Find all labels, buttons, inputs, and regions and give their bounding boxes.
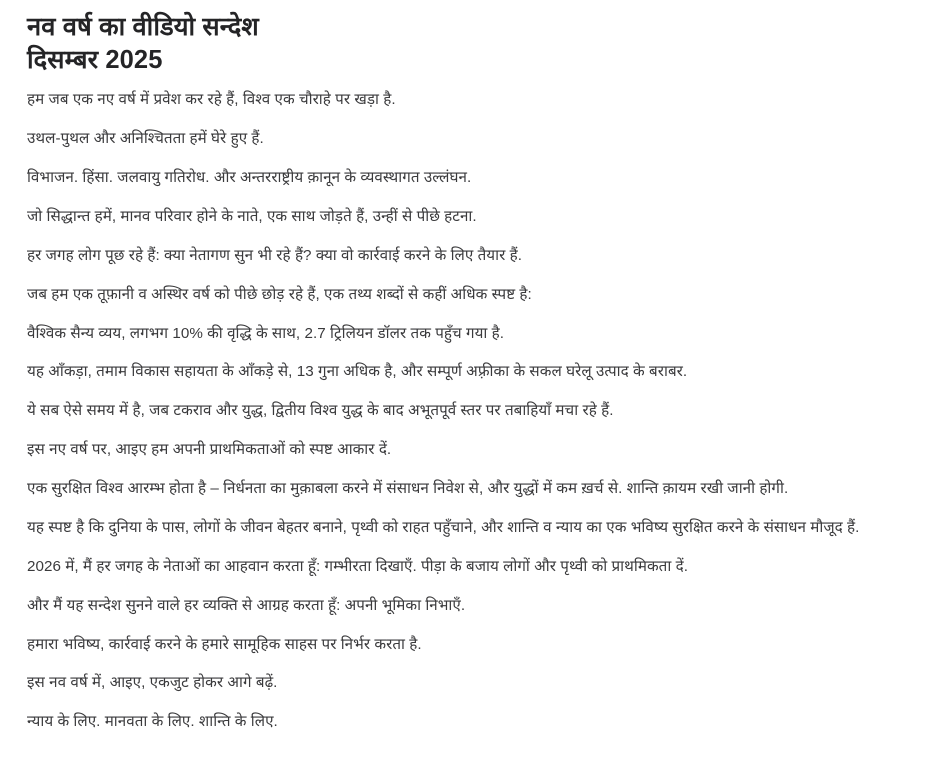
paragraph: यह आँकड़ा, तमाम विकास सहायता के आँकड़े से, 13 गुना अधिक है, और सम्पूर्ण अफ़्रीका के सकल घरेलू उत्पाद के बराबर. (27, 363, 688, 381)
paragraph: उथल-पुथल और अनिश्चितता हमें घेरे हुए हैं. (27, 130, 264, 148)
paragraph: ये सब ऐसे समय में है, जब टकराव और युद्ध, द्वितीय विश्व युद्ध के बाद अभूतपूर्व स्तर पर तबाहियाँ मचा रहे हैं. (27, 402, 614, 420)
paragraph: हमारा भविष्य, कार्रवाई करने के हमारे सामूहिक साहस पर निर्भर करता है. (27, 635, 422, 653)
page-title-line-2: दिसम्बर 2025 (27, 46, 163, 75)
paragraph: विभाजन. हिंसा. जलवायु गतिरोध. और अन्तरराष्ट्रीय क़ानून के व्यवस्थागत उल्लंघन. (27, 169, 472, 187)
page-title-line-1: नव वर्ष का वीडियो सन्देश (27, 13, 259, 41)
paragraph: जब हम एक तूफ़ानी व अस्थिर वर्ष को पीछे छोड़ रहे हैं, एक तथ्य शब्दों से कहीं अधिक स्पष्ट है: (27, 285, 532, 303)
paragraph: एक सुरक्षित विश्व आरम्भ होता है – निर्धनता का मुक़ाबला करने में संसाधन निवेश से, और युद्धों में कम ख़र्च से. शान्ति क़ायम रखी जानी होगी. (27, 480, 789, 498)
paragraph: और मैं यह सन्देश सुनने वाले हर व्यक्ति से आग्रह करता हूँ: अपनी भूमिका निभाएँ. (27, 596, 466, 614)
paragraph: यह स्पष्ट है कि दुनिया के पास, लोगों के जीवन बेहतर बनाने, पृथ्वी को राहत पहुँचाने, और शान्ति व न्याय का एक भविष्य सुरक्षित करने के संसाधन मौजूद हैं. (27, 518, 860, 536)
paragraph: जो सिद्धान्त हमें, मानव परिवार होने के नाते, एक साथ जोड़ते हैं, उन्हीं से पीछे हटना. (27, 207, 477, 225)
page-title (27, 11, 923, 77)
document-body (27, 89, 923, 733)
paragraph: इस नए वर्ष पर, आइए हम अपनी प्राथमिकताओं को स्पष्ट आकार दें. (27, 441, 392, 459)
paragraph: हर जगह लोग पूछ रहे हैं: क्या नेतागण सुन भी रहे हैं? क्या वो कार्रवाई करने के लिए तैयार हैं. (27, 246, 522, 264)
paragraph: वैश्विक सैन्य व्यय, लगभग 10% की वृद्धि के साथ, 2.7 ट्रिलियन डॉलर तक पहुँच गया है. (27, 324, 505, 342)
paragraph: न्याय के लिए. मानवता के लिए. शान्ति के लिए. (27, 713, 278, 731)
paragraph: इस नव वर्ष में, आइए, एकजुट होकर आगे बढ़ें. (27, 674, 278, 692)
paragraph: 2026 में, मैं हर जगह के नेताओं का आहवान करता हूँ: गम्भीरता दिखाएँ. पीड़ा के बजाय लोगों और पृथ्वी को प्राथमिकता दें. (27, 557, 688, 575)
paragraph: हम जब एक नए वर्ष में प्रवेश कर रहे हैं, विश्व एक चौराहे पर खड़ा है. (27, 91, 396, 109)
